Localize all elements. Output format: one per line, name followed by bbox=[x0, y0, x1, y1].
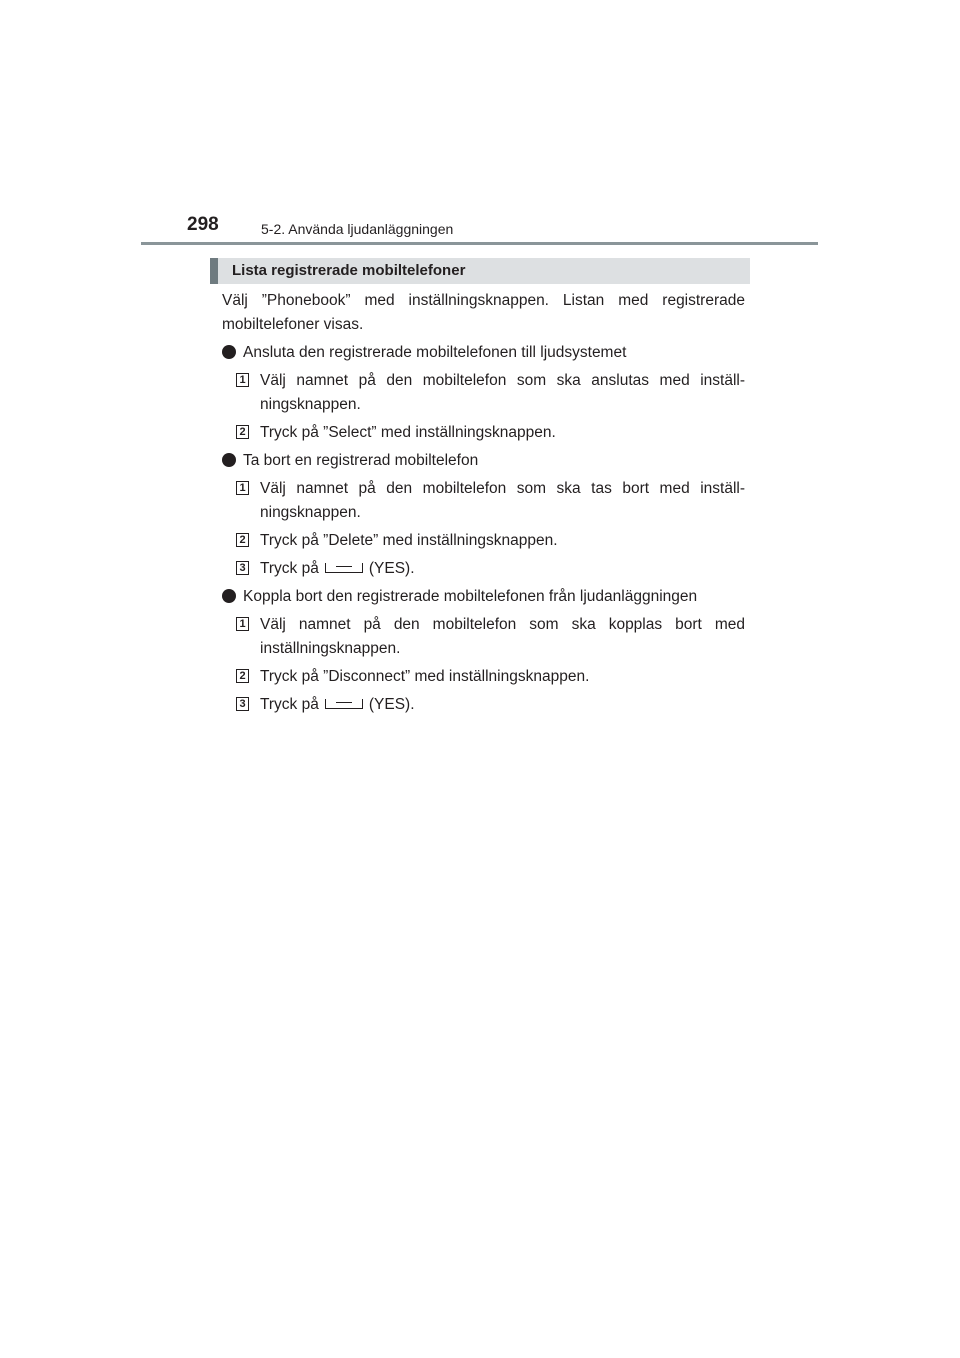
step-text-after: (YES). bbox=[368, 560, 415, 577]
minus-key-icon bbox=[325, 563, 363, 573]
step-text: Välj namnet på den mobiltelefon som ska tas bort med inställ-ningsknappen. bbox=[260, 480, 745, 521]
header-rule bbox=[141, 242, 818, 245]
procedure-step bbox=[222, 421, 745, 445]
step-number-badge: 2 bbox=[236, 425, 249, 439]
bullet-icon bbox=[222, 345, 236, 359]
step-text-after: (YES). bbox=[368, 696, 415, 713]
step-text: Välj namnet på den mobiltelefon som ska anslutas med inställ-ningsknappen. bbox=[260, 372, 745, 413]
procedure-step bbox=[222, 557, 745, 581]
step-text bbox=[260, 693, 745, 717]
step-number-badge: 1 bbox=[236, 617, 249, 631]
procedure-step bbox=[222, 665, 745, 689]
procedure-step bbox=[222, 477, 745, 525]
step-number-badge: 2 bbox=[236, 533, 249, 547]
procedure-heading bbox=[222, 449, 745, 473]
step-number-badge: 1 bbox=[236, 481, 249, 495]
procedure-title: Ta bort en registrerad mobiltelefon bbox=[243, 452, 479, 469]
step-text: Tryck på ”Disconnect” med inställningsknappen. bbox=[260, 668, 590, 685]
page-number: 298 bbox=[187, 214, 219, 235]
step-text-before: Tryck på bbox=[260, 560, 319, 577]
procedure-title: Ansluta den registrerade mobiltelefonen till ljudsystemet bbox=[243, 344, 627, 361]
step-number-badge: 3 bbox=[236, 697, 249, 711]
section-title: Lista registrerade mobiltelefoner bbox=[232, 262, 466, 279]
procedure-heading bbox=[222, 585, 745, 609]
step-number-badge: 2 bbox=[236, 669, 249, 683]
procedure-heading bbox=[222, 341, 745, 365]
step-text: Tryck på ”Delete” med inställningsknappen. bbox=[260, 532, 558, 549]
step-text-before: Tryck på bbox=[260, 696, 319, 713]
step-text: Tryck på ”Select” med inställningsknappen. bbox=[260, 424, 556, 441]
section-content bbox=[222, 289, 745, 717]
minus-key-icon bbox=[325, 699, 363, 709]
step-text: Välj namnet på den mobiltelefon som ska kopplas bort med inställningsknappen. bbox=[260, 616, 745, 657]
running-head: 5-2. Använda ljudanläggningen bbox=[261, 221, 454, 237]
procedure-step bbox=[222, 693, 745, 717]
step-number-badge: 3 bbox=[236, 561, 249, 575]
procedure-step bbox=[222, 613, 745, 661]
section-heading-bar bbox=[210, 258, 750, 284]
step-number-badge: 1 bbox=[236, 373, 249, 387]
bullet-icon bbox=[222, 453, 236, 467]
procedure-step bbox=[222, 369, 745, 417]
step-text bbox=[260, 557, 745, 581]
intro-paragraph: Välj ”Phonebook” med inställningsknappen. Listan med registrerade mobiltelefoner visas. bbox=[222, 292, 745, 333]
bullet-icon bbox=[222, 589, 236, 603]
procedure-step bbox=[222, 529, 745, 553]
procedure-title: Koppla bort den registrerade mobiltelefonen från ljudanläggningen bbox=[243, 588, 698, 605]
